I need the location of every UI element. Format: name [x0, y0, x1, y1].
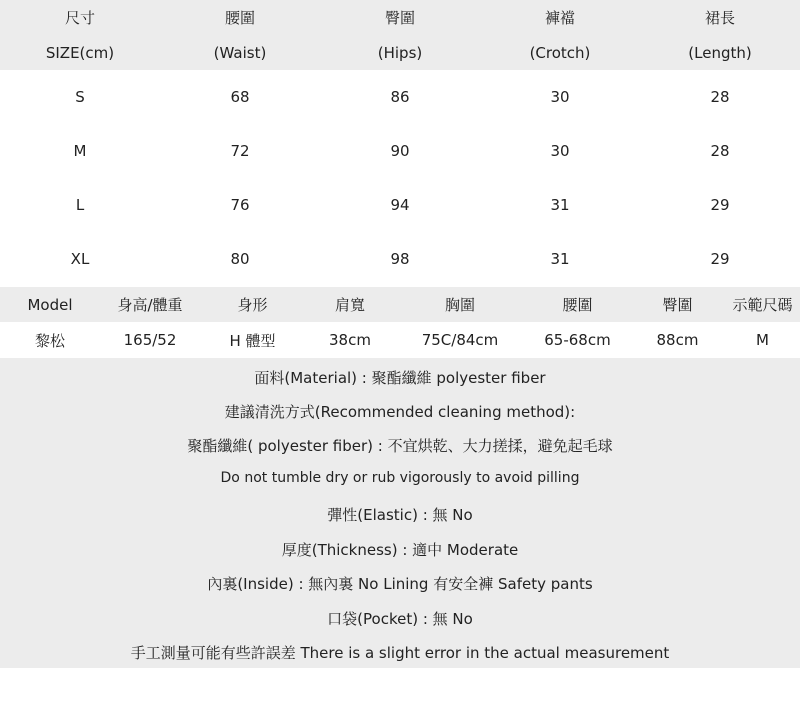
- header-length-zh: 裙長: [704, 9, 735, 27]
- thickness-note: 厚度(Thickness) : 適中 Moderate: [281, 541, 519, 559]
- crotch-cell: 30: [550, 142, 570, 160]
- cleaning-note-zh: 聚酯纖維( polyester fiber) : 不宜烘乾、大力搓揉，避免起毛球: [187, 437, 613, 455]
- model-waist: 65-68cm: [544, 331, 611, 349]
- hips-cell: 86: [390, 88, 410, 106]
- model-sample-size: M: [756, 331, 769, 349]
- size-cell: M: [73, 142, 87, 160]
- hips-cell: 90: [390, 142, 410, 160]
- header-shoulder: 肩寬: [334, 296, 365, 314]
- header-hips-en: (Hips): [377, 43, 423, 62]
- crotch-cell: 31: [550, 250, 570, 268]
- model-bust: 75C/84cm: [421, 331, 499, 349]
- size-cell: XL: [70, 250, 90, 268]
- model-hips: 88cm: [656, 331, 699, 349]
- hips-cell: 94: [390, 196, 410, 214]
- pocket-note: 口袋(Pocket) : 無 No: [327, 610, 473, 628]
- inside-note: 內裏(Inside) : 無內裏 No Lining 有安全褲 Safety pants: [207, 575, 593, 593]
- header-body-shape: 身形: [237, 296, 268, 314]
- table-row: [0, 124, 800, 178]
- model-table-header: [0, 287, 800, 322]
- header-crotch-en: (Crotch): [529, 43, 591, 62]
- table-row: [0, 232, 800, 286]
- size-table-body: [0, 70, 800, 286]
- header-size-en: SIZE(cm): [45, 43, 115, 62]
- waist-cell: 80: [230, 250, 250, 268]
- model-table: [0, 287, 800, 358]
- waist-cell: 76: [230, 196, 250, 214]
- elastic-note: 彈性(Elastic) : 無 No: [327, 506, 473, 524]
- table-row: [0, 178, 800, 232]
- header-sample-size: 示範尺碼: [732, 296, 793, 314]
- product-notes: [0, 358, 800, 668]
- cleaning-title: 建議清洗方式(Recommended cleaning method):: [224, 403, 576, 421]
- material-note: 面料(Material) : 聚酯纖維 polyester fiber: [254, 369, 546, 387]
- waist-cell: 68: [230, 88, 250, 106]
- cleaning-note-en: Do not tumble dry or rub vigorously to avoid pilling: [220, 470, 580, 486]
- header-hips-zh: 臀圍: [384, 9, 415, 27]
- header-hips: 臀圍: [662, 296, 693, 314]
- header-length-en: (Length): [688, 43, 752, 62]
- crotch-cell: 31: [550, 196, 570, 214]
- header-waist-zh: 腰圍: [224, 9, 255, 27]
- model-name: 黎松: [34, 331, 65, 350]
- length-cell: 29: [710, 250, 730, 268]
- crotch-cell: 30: [550, 88, 570, 106]
- header-waist-en: (Waist): [213, 43, 267, 62]
- size-cell: L: [75, 196, 85, 214]
- header-size-zh: 尺寸: [64, 9, 95, 27]
- header-crotch-zh: 褲襠: [544, 9, 575, 27]
- header-height-weight: 身高/體重: [117, 296, 183, 314]
- header-waist: 腰圍: [562, 296, 593, 314]
- length-cell: 29: [710, 196, 730, 214]
- table-row: [0, 70, 800, 124]
- header-bust: 胸圍: [444, 296, 475, 314]
- model-body-shape: H 體型: [229, 331, 276, 350]
- length-cell: 28: [710, 88, 730, 106]
- hips-cell: 98: [390, 250, 410, 268]
- waist-cell: 72: [230, 142, 250, 160]
- size-table: [0, 0, 800, 286]
- size-table-header: [0, 0, 800, 70]
- model-height-weight: 165/52: [123, 331, 177, 349]
- header-model: Model: [27, 295, 73, 314]
- model-shoulder: 38cm: [329, 331, 371, 349]
- measurement-error-note: 手工測量可能有些許誤差 There is a slight error in the actual measurement: [130, 644, 670, 662]
- size-cell: S: [75, 88, 85, 106]
- length-cell: 28: [710, 142, 730, 160]
- table-row: [0, 322, 800, 358]
